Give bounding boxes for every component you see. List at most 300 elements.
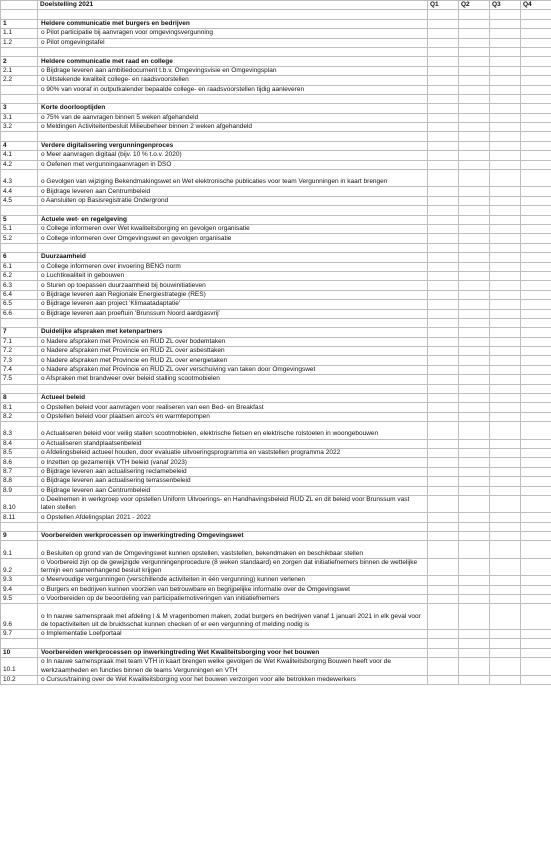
q3-cell (490, 66, 521, 75)
goal-description: o Opstellen beleid voor plaatsen airco's en warmtepompen (38, 412, 428, 421)
q3-cell (490, 29, 521, 38)
header-q1: Q1 (428, 1, 459, 10)
q1-cell (428, 160, 459, 169)
q1-cell (428, 290, 459, 299)
q2-cell (459, 160, 490, 169)
goal-row (1, 347, 551, 356)
goal-row (1, 170, 551, 187)
q1-cell (428, 318, 459, 327)
q1-cell (428, 458, 459, 467)
goal-row (1, 403, 551, 412)
q3-cell (490, 513, 521, 522)
q1-cell (428, 132, 459, 141)
goal-row (1, 76, 551, 85)
goal-number: 9.2 (1, 558, 38, 575)
q1-cell (428, 532, 459, 541)
q2-cell (459, 532, 490, 541)
q2-cell (459, 558, 490, 575)
goal-description: o In nauwe samenspraak met team VTH in kaart brengen welke gevolgen de Wet Kwaliteitsborging Bouwen heeft voor de werkzaamheden en functies binnen de teams Vergunningen en VTH (38, 658, 428, 675)
goal-row (1, 595, 551, 604)
goal-description: o Nadere afspraken met Provincie en RUD ZL over bodemtaken (38, 337, 428, 346)
goal-description: o Bijdrage leveren aan ambitiedocument t.b.v. Omgevingsvisie en Omgevingsplan (38, 66, 428, 75)
goal-row (1, 196, 551, 205)
q2-cell (459, 206, 490, 215)
goal-number (1, 47, 38, 56)
q4-cell (521, 541, 551, 558)
q1-cell (428, 412, 459, 421)
q4-cell (521, 328, 551, 337)
q1-cell (428, 19, 459, 28)
q4-cell (521, 262, 551, 271)
section-title: Heldere communicatie met raad en college (38, 57, 428, 66)
q3-cell (490, 224, 521, 233)
q4-cell (521, 271, 551, 280)
goal-number: 7.4 (1, 365, 38, 374)
goal-row (1, 309, 551, 318)
goal-number: 8.4 (1, 439, 38, 448)
goal-description: o Bijdrage leveren aan Centrumbeleid (38, 486, 428, 495)
goal-number: 8.10 (1, 495, 38, 512)
goal-description (38, 132, 428, 141)
q2-cell (459, 403, 490, 412)
q4-cell (521, 576, 551, 585)
goal-number: 9.4 (1, 585, 38, 594)
section-title: Duidelijke afspraken met ketenpartners (38, 328, 428, 337)
q2-cell (459, 300, 490, 309)
q4-cell (521, 448, 551, 457)
q4-cell (521, 300, 551, 309)
q1-cell (428, 486, 459, 495)
goal-row (1, 495, 551, 512)
q1-cell (428, 206, 459, 215)
goal-number: 8.5 (1, 448, 38, 457)
goal-description: o Pilot participatie bij aanvragen voor omgevingsvergunning (38, 29, 428, 38)
goal-number: 3.2 (1, 123, 38, 132)
q2-cell (459, 495, 490, 512)
goal-row (1, 187, 551, 196)
goal-row (1, 513, 551, 522)
q1-cell (428, 604, 459, 630)
q1-cell (428, 57, 459, 66)
goal-number: 9.7 (1, 630, 38, 639)
goal-number: 7 (1, 328, 38, 337)
q1-cell (428, 375, 459, 384)
q4-cell (521, 585, 551, 594)
q2-cell (459, 337, 490, 346)
goal-number: 8.8 (1, 477, 38, 486)
goal-number: 8.6 (1, 458, 38, 467)
goal-row (1, 123, 551, 132)
goal-description: o Bijdrage leveren aan Regionale Energiestrategie (RES) (38, 290, 428, 299)
q1-cell (428, 675, 459, 684)
goal-description: o Actualiseren standplaatsenbeleid (38, 439, 428, 448)
goal-number: 7.5 (1, 375, 38, 384)
goal-description: o Afdelingsbeleid actueel houden, door evaluatie uitvoeringsprogramma en vaststellen programma 2022 (38, 448, 428, 457)
q4-cell (521, 196, 551, 205)
q1-cell (428, 234, 459, 243)
q4-cell (521, 206, 551, 215)
q3-cell (490, 412, 521, 421)
q2-cell (459, 123, 490, 132)
q4-cell (521, 486, 551, 495)
q2-cell (459, 639, 490, 648)
goal-description: o Bijdrage leveren aan project 'Klimaatadaptatie' (38, 300, 428, 309)
q2-cell (459, 541, 490, 558)
goal-row (1, 160, 551, 169)
section-heading-row (1, 141, 551, 150)
goal-row (1, 604, 551, 630)
q1-cell (428, 170, 459, 187)
q2-cell (459, 262, 490, 271)
goal-number: 1 (1, 19, 38, 28)
q2-cell (459, 170, 490, 187)
goal-description: o Nadere afspraken met Provincie en RUD ZL over verschuiving van taken door Omgevingswet (38, 365, 428, 374)
goal-number: 4.2 (1, 160, 38, 169)
q3-cell (490, 439, 521, 448)
q4-cell (521, 337, 551, 346)
goal-number: 9.5 (1, 595, 38, 604)
q1-cell (428, 300, 459, 309)
q4-cell (521, 458, 551, 467)
q2-cell (459, 10, 490, 19)
goal-row (1, 439, 551, 448)
q3-cell (490, 365, 521, 374)
goal-number: 7.2 (1, 347, 38, 356)
header-q4: Q4 (521, 1, 551, 10)
q2-cell (459, 347, 490, 356)
goal-row (1, 365, 551, 374)
section-heading-row (1, 253, 551, 262)
q4-cell (521, 309, 551, 318)
q3-cell (490, 639, 521, 648)
q1-cell (428, 403, 459, 412)
q2-cell (459, 234, 490, 243)
goal-description: o Besluiten op grond van de Omgevingswet kunnen opstellen, vaststellen, bekendmaken en beschikbaar stellen (38, 541, 428, 558)
goal-number (1, 206, 38, 215)
q4-cell (521, 113, 551, 122)
goal-row (1, 486, 551, 495)
q4-cell (521, 170, 551, 187)
q1-cell (428, 394, 459, 403)
goal-description (38, 522, 428, 531)
goal-description: o Luchtkwaliteit in gebouwen (38, 271, 428, 280)
q3-cell (490, 104, 521, 113)
q1-cell (428, 439, 459, 448)
q4-cell (521, 394, 551, 403)
q4-cell (521, 477, 551, 486)
q3-cell (490, 486, 521, 495)
q2-cell (459, 253, 490, 262)
q3-cell (490, 215, 521, 224)
q4-cell (521, 675, 551, 684)
q3-cell (490, 76, 521, 85)
goal-description: o Voorbereiden op de beoordeling van participatiemotiveringen van initiatiefnemers (38, 595, 428, 604)
q1-cell (428, 365, 459, 374)
q1-cell (428, 328, 459, 337)
blank-row (1, 522, 551, 531)
goal-description: o Opstellen Afdelingsplan 2021 - 2022 (38, 513, 428, 522)
goal-number: 4.4 (1, 187, 38, 196)
q3-cell (490, 38, 521, 47)
goal-row (1, 448, 551, 457)
goal-description: o College informeren over invoering BENG norm (38, 262, 428, 271)
q3-cell (490, 170, 521, 187)
blank-row (1, 10, 551, 19)
q2-cell (459, 224, 490, 233)
q4-cell (521, 141, 551, 150)
goal-number: 10.2 (1, 675, 38, 684)
q4-cell (521, 29, 551, 38)
q3-cell (490, 337, 521, 346)
q1-cell (428, 541, 459, 558)
goal-number: 3.1 (1, 113, 38, 122)
q1-cell (428, 448, 459, 457)
q2-cell (459, 658, 490, 675)
goal-number (1, 85, 38, 94)
q4-cell (521, 403, 551, 412)
q2-cell (459, 356, 490, 365)
goal-row (1, 337, 551, 346)
q4-cell (521, 38, 551, 47)
goal-number (1, 94, 38, 103)
q1-cell (428, 151, 459, 160)
goal-description: o Bijdrage leveren aan Centrumbeleid (38, 187, 428, 196)
q4-cell (521, 532, 551, 541)
q1-cell (428, 477, 459, 486)
q1-cell (428, 513, 459, 522)
goal-number: 6.1 (1, 262, 38, 271)
q2-cell (459, 585, 490, 594)
goal-number: 6.6 (1, 309, 38, 318)
q2-cell (459, 412, 490, 421)
q3-cell (490, 576, 521, 585)
goal-description (38, 243, 428, 252)
goal-row (1, 151, 551, 160)
goal-row (1, 467, 551, 476)
q1-cell (428, 253, 459, 262)
q3-cell (490, 375, 521, 384)
q4-cell (521, 215, 551, 224)
q3-cell (490, 648, 521, 657)
q1-cell (428, 576, 459, 585)
q2-cell (459, 477, 490, 486)
q4-cell (521, 160, 551, 169)
goal-row (1, 576, 551, 585)
q4-cell (521, 595, 551, 604)
q1-cell (428, 196, 459, 205)
q1-cell (428, 187, 459, 196)
goal-row (1, 412, 551, 421)
q1-cell (428, 347, 459, 356)
goal-description: o Deelnemen in werkgroep voor opstellen Uniform Uitvoerings- en Handhavingsbeleid RUD ZL en dit beleid voor Brunssum vast laten stellen (38, 495, 428, 512)
q2-cell (459, 85, 490, 94)
goal-row (1, 85, 551, 94)
q4-cell (521, 19, 551, 28)
q2-cell (459, 243, 490, 252)
goal-description: o Opstellen beleid voor aanvragen voor realiseren van een Bed- en Breakfast (38, 403, 428, 412)
q4-cell (521, 290, 551, 299)
q4-cell (521, 648, 551, 657)
goal-number: 8.7 (1, 467, 38, 476)
q2-cell (459, 141, 490, 150)
goal-description: o Uitstekende kwaliteit college- en raadsvoorstellen (38, 76, 428, 85)
q1-cell (428, 522, 459, 531)
goal-number: 6.4 (1, 290, 38, 299)
goal-number: 2.1 (1, 66, 38, 75)
q3-cell (490, 234, 521, 243)
q4-cell (521, 495, 551, 512)
goal-description: o College informeren over Omgevingswet en gevolgen organisatie (38, 234, 428, 243)
q1-cell (428, 224, 459, 233)
q2-cell (459, 290, 490, 299)
q2-cell (459, 94, 490, 103)
q4-cell (521, 66, 551, 75)
q2-cell (459, 187, 490, 196)
goal-row (1, 675, 551, 684)
goal-number: 8.2 (1, 412, 38, 421)
goal-number (1, 318, 38, 327)
goal-number (1, 384, 38, 393)
goal-description: o Meldingen Activiteitenbesluit Milieubeheer binnen 2 weken afgehandeld (38, 123, 428, 132)
section-heading-row (1, 394, 551, 403)
q4-cell (521, 365, 551, 374)
blank-row (1, 384, 551, 393)
q3-cell (490, 558, 521, 575)
goal-number: 8.1 (1, 403, 38, 412)
q4-cell (521, 604, 551, 630)
q4-cell (521, 375, 551, 384)
q3-cell (490, 132, 521, 141)
q4-cell (521, 104, 551, 113)
q1-cell (428, 384, 459, 393)
q1-cell (428, 66, 459, 75)
goal-row (1, 375, 551, 384)
header-number-cell (1, 1, 38, 10)
q1-cell (428, 262, 459, 271)
goal-row (1, 558, 551, 575)
goal-number: 2.2 (1, 76, 38, 85)
goal-row (1, 29, 551, 38)
section-title: Voorbereiden werkprocessen op inwerkingtreding Omgevingswet (38, 532, 428, 541)
q4-cell (521, 356, 551, 365)
goal-number: 3 (1, 104, 38, 113)
goal-number: 6.3 (1, 281, 38, 290)
section-heading-row (1, 57, 551, 66)
q1-cell (428, 558, 459, 575)
q4-cell (521, 347, 551, 356)
q2-cell (459, 318, 490, 327)
q2-cell (459, 604, 490, 630)
q4-cell (521, 412, 551, 421)
goal-number: 4.3 (1, 170, 38, 187)
q2-cell (459, 215, 490, 224)
q2-cell (459, 57, 490, 66)
blank-row (1, 206, 551, 215)
q3-cell (490, 290, 521, 299)
section-title: Actueel beleid (38, 394, 428, 403)
section-title: Korte doorlooptijden (38, 104, 428, 113)
goal-number: 5.1 (1, 224, 38, 233)
q2-cell (459, 196, 490, 205)
q2-cell (459, 113, 490, 122)
goal-row (1, 66, 551, 75)
q4-cell (521, 439, 551, 448)
q3-cell (490, 243, 521, 252)
goal-description: o In nauwe samenspraak met afdeling I & M vragenbomen maken, zodat burgers en bedrijven vanaf 1 januari 2021 in elk geval voor de topactiviteiten uit de bruidsschat kunnen checken of er een vergunning of melding nodig is (38, 604, 428, 630)
goal-row (1, 630, 551, 639)
q3-cell (490, 47, 521, 56)
q3-cell (490, 532, 521, 541)
q4-cell (521, 630, 551, 639)
q3-cell (490, 522, 521, 531)
q1-cell (428, 585, 459, 594)
q1-cell (428, 38, 459, 47)
blank-row (1, 132, 551, 141)
q4-cell (521, 224, 551, 233)
q3-cell (490, 595, 521, 604)
goal-number (1, 522, 38, 531)
goal-row (1, 422, 551, 439)
q3-cell (490, 253, 521, 262)
goal-description (38, 639, 428, 648)
goal-description: o 75% van de aanvragen binnen 5 weken afgehandeld (38, 113, 428, 122)
q3-cell (490, 151, 521, 160)
q3-cell (490, 541, 521, 558)
q3-cell (490, 403, 521, 412)
q2-cell (459, 151, 490, 160)
q1-cell (428, 113, 459, 122)
goal-description: o Gevolgen van wijziging Bekendmakingswet en Wet elektronische publicaties voor team Vergunningen in kaart brengen (38, 170, 428, 187)
q1-cell (428, 94, 459, 103)
goal-number: 1.1 (1, 29, 38, 38)
blank-row (1, 94, 551, 103)
q4-cell (521, 47, 551, 56)
section-heading-row (1, 532, 551, 541)
q2-cell (459, 458, 490, 467)
q3-cell (490, 300, 521, 309)
q4-cell (521, 123, 551, 132)
goal-description: o Bijdrage leveren aan actualisering reclamebeleid (38, 467, 428, 476)
q2-cell (459, 675, 490, 684)
goal-row (1, 300, 551, 309)
q3-cell (490, 309, 521, 318)
goal-description: o Cursus/training over de Wet Kwaliteitsborging voor het bouwen verzorgen voor alle betrokken medewerkers (38, 675, 428, 684)
q2-cell (459, 467, 490, 476)
q2-cell (459, 19, 490, 28)
q3-cell (490, 318, 521, 327)
q1-cell (428, 630, 459, 639)
q3-cell (490, 448, 521, 457)
goal-description: o Pilot omgevingstafel (38, 38, 428, 47)
q3-cell (490, 187, 521, 196)
q1-cell (428, 639, 459, 648)
goal-number: 6.2 (1, 271, 38, 280)
goal-row (1, 356, 551, 365)
q3-cell (490, 206, 521, 215)
q3-cell (490, 675, 521, 684)
section-heading-row (1, 19, 551, 28)
goal-number (1, 243, 38, 252)
goal-number: 6 (1, 253, 38, 262)
q4-cell (521, 467, 551, 476)
q4-cell (521, 85, 551, 94)
q2-cell (459, 394, 490, 403)
section-title: Voorbereiden werkprocessen op inwerkingtreding Wet Kwaliteitsborging voor het bouwen (38, 648, 428, 657)
goal-description (38, 318, 428, 327)
q3-cell (490, 477, 521, 486)
q1-cell (428, 422, 459, 439)
goal-row (1, 262, 551, 271)
